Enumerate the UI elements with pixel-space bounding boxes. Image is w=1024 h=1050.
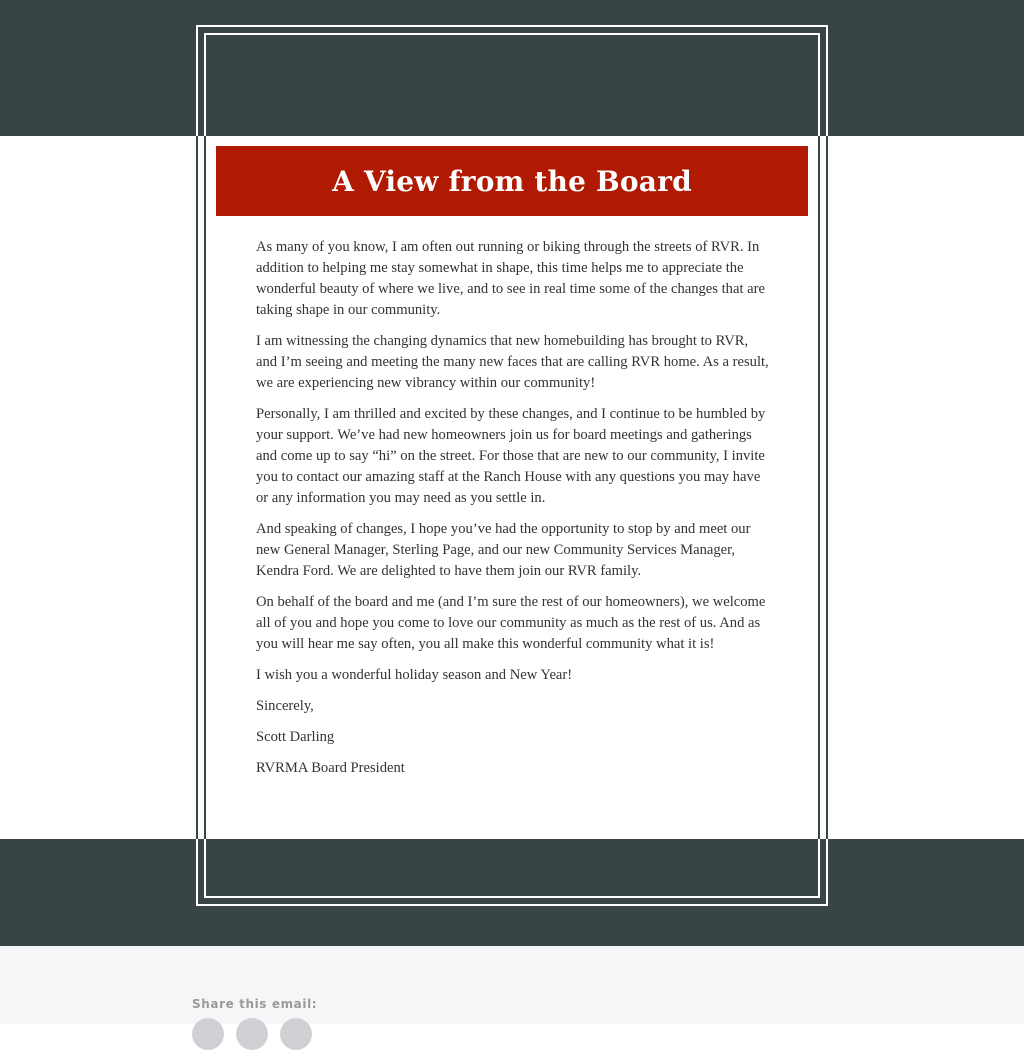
- paragraph: And speaking of changes, I hope you’ve had the opportunity to stop by and meet our new General Manager, Sterling Page, and our new Community Services Manager, Kendra Ford. We are delighted to have them join our RVR family.: [256, 521, 751, 579]
- signature-title: RVRMA Board President: [256, 760, 405, 776]
- share-label: Share this email:: [192, 997, 318, 1011]
- letter-body: [256, 237, 772, 789]
- share-email-icon[interactable]: [280, 1018, 312, 1050]
- paragraph: On behalf of the board and me (and I’m sure the rest of our homeowners), we welcome all of you and hope you come to love our community as much as the rest of us. And as you will hear me say often, you all make this wonderful community what it is!: [256, 594, 766, 652]
- frame-line: [204, 136, 206, 839]
- paragraph: I wish you a wonderful holiday season and New Year!: [256, 667, 573, 683]
- email-footer: [0, 946, 1024, 1024]
- frame-line: [818, 136, 820, 839]
- paragraph: I am witnessing the changing dynamics that new homebuilding has brought to RVR, and I’m seeing and meeting the many new faces that are calling RVR home. As a result, we are experiencing new vibrancy within our community!: [256, 333, 769, 391]
- closing: Sincerely,: [256, 698, 314, 714]
- frame-line: [826, 136, 828, 839]
- frame-line: [196, 136, 198, 839]
- paragraph: As many of you know, I am often out running or biking through the streets of RVR. In addition to helping me stay somewhat in shape, this time helps me to appreciate the wonderful beauty of where we live, and to see in real time some of the changes that are taking shape in our community.: [256, 239, 765, 318]
- paragraph: Personally, I am thrilled and excited by these changes, and I continue to be humbled by your support. We’ve had new homeowners join us for board meetings and gatherings and come up to say “hi” on the street. For those that are new to our community, I invite you to contact our amazing staff at the Ranch House with any questions you may have or any information you may need as you settle in.: [256, 406, 766, 506]
- title-banner: [216, 146, 808, 216]
- share-facebook-icon[interactable]: [192, 1018, 224, 1050]
- share-twitter-icon[interactable]: [236, 1018, 268, 1050]
- signature-name: Scott Darling: [256, 729, 335, 745]
- share-buttons: [192, 1018, 312, 1050]
- page-title: A View from the Board: [332, 164, 692, 198]
